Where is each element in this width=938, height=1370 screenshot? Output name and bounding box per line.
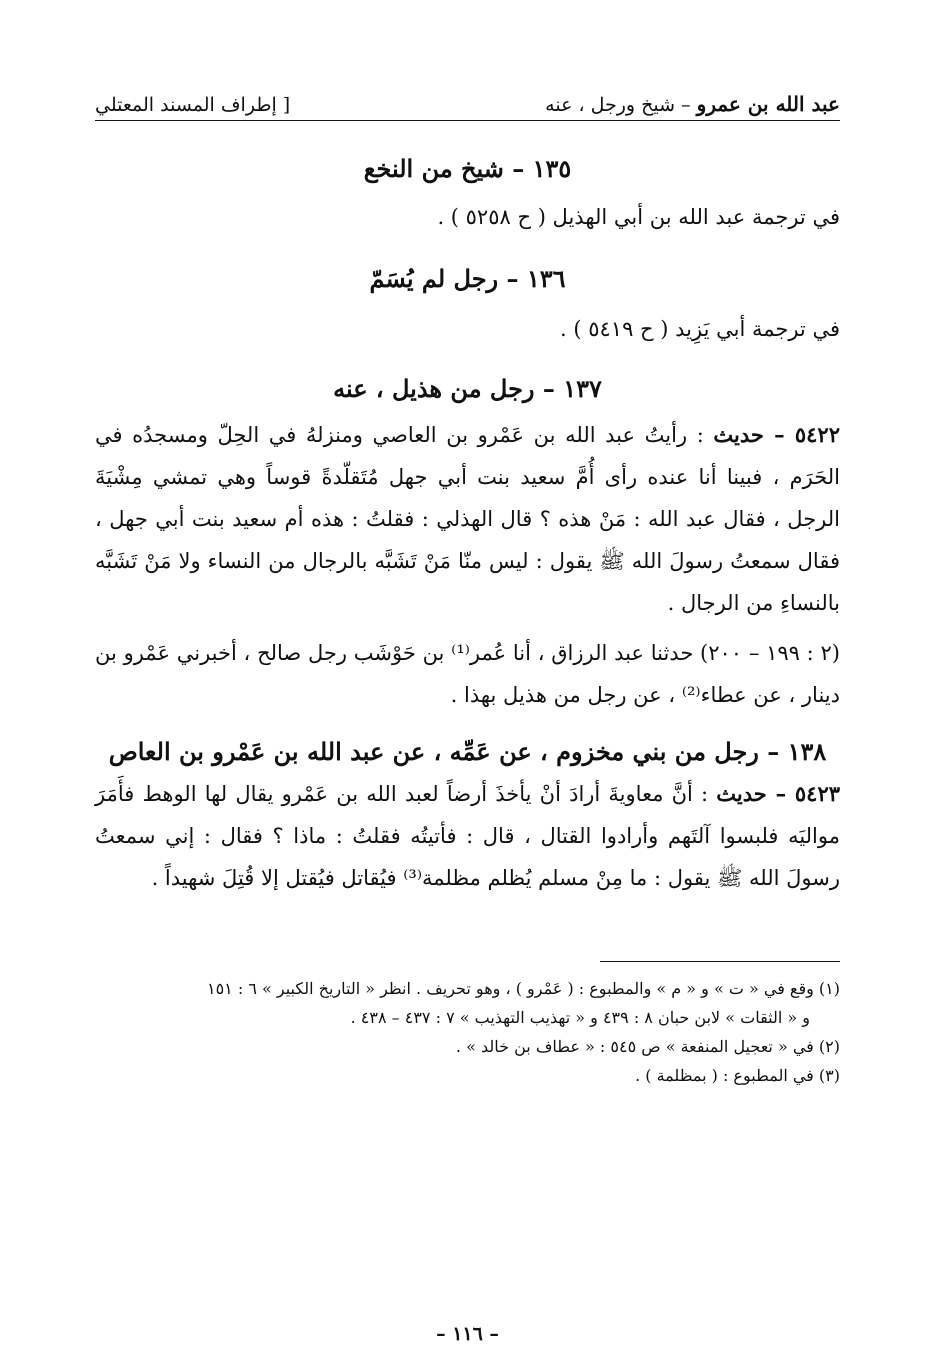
hadith-5422 [95, 414, 840, 624]
hadith-5422-number: ٥٤٢٢ – حديث [713, 421, 840, 447]
hadith-5422-text: : رأيتُ عبد الله بن عَمْرو بن العاصي ومنزلهُ في الحِلّ ومسجدُه في الحَرَم ، فبينا أنا عنده رأى أُمَّ سعيد بنت أبي جهل مُتَقلّدةً قوساً وهي تمشي مِشْيَةَ الرجل ، فقال عبد الله : مَنْ هذه ؟ قال الهذلي : فقلتُ : هذه أم سعيد بنت أبي جهل ، فقال سمعتُ رسولَ الله ﷺ يقول : ليس منّا مَنْ تَشَبَّه بالرجال من النساء ولا مَنْ تَشَبَّه بالنساءِ من الرجال . [95, 422, 840, 615]
section-137-title: ١٣٧ – رجل من هذيل ، عنه [333, 374, 602, 404]
header-book-title: [ إطراف المسند المعتلي [95, 94, 291, 116]
page [95, 78, 841, 1345]
footnote-1: (١) وقع في « ت » و « م » والمطبوع : ( عَمْرو ) ، وهو تحريف . انظر « التاريخ الكبير » ٦ : ١٥١ [206, 978, 840, 998]
section-136-line: في ترجمة أبي يَزِيد ( ح ٥٤١٩ ) . [560, 316, 840, 341]
isnad-5422: (٢ : ١٩٩ – ٢٠٠) حدثنا عبد الرزاق ، أنا عُمر⁽¹⁾ بن حَوْشَب رجل صالح ، أخبرني عَمْرو بن دينار ، عن عطاء⁽²⁾ ، عن رجل من هذيل بهذا . [95, 640, 840, 707]
hadith-5423 [95, 773, 840, 899]
page-number: – ١١٦ – [436, 1323, 499, 1345]
section-136-title: ١٣٦ – رجل لم يُسَمّ [369, 264, 566, 294]
section-135-line: في ترجمة عبد الله بن أبي الهذيل ( ح ٥٢٥٨ ) . [437, 204, 840, 229]
footnote-1-cont: و « الثقات » لابن حبان ٨ : ٤٣٩ و « تهذيب التهذيب » ٧ : ٤٣٧ – ٤٣٨ . [350, 1007, 810, 1027]
section-138-title: ١٣٨ – رجل من بني مخزوم ، عن عَمِّه ، عن عبد الله بن عَمْرو بن العاص [108, 736, 827, 766]
footnote-3: (٣) في المطبوع : ( بمظلمة ) . [635, 1065, 840, 1085]
section-135-title: ١٣٥ – شيخ من النخع [363, 154, 572, 183]
header-chapter-title: عبد الله بن عمرو – شيخ ورجل ، عنه [545, 92, 840, 116]
hadith-5423-text: : أنَّ معاويةَ أرادَ أنْ يأخذَ أرضاً لعبد الله بن عَمْرو يقال لها الوهط فأَمَرَ مواليَه فلبسوا آلتَهم وأرادوا القتال ، قال : فأتيتُه فقلتُ : ماذا ؟ فقال : إني سمعتُ رسولَ الله ﷺ يقول : ما مِنْ مسلم يُظلم مظلمة⁽³⁾ فيُقاتل فيُقتل إلا قُتِلَ شهيداً . [95, 781, 840, 890]
running-header [95, 78, 840, 121]
footnote-2: (٢) في « تعجيل المنفعة » ص ٥٤٥ : « عطاف بن خالد » . [455, 1036, 840, 1056]
hadith-5423-number: ٥٤٢٣ – حديث [716, 780, 841, 806]
